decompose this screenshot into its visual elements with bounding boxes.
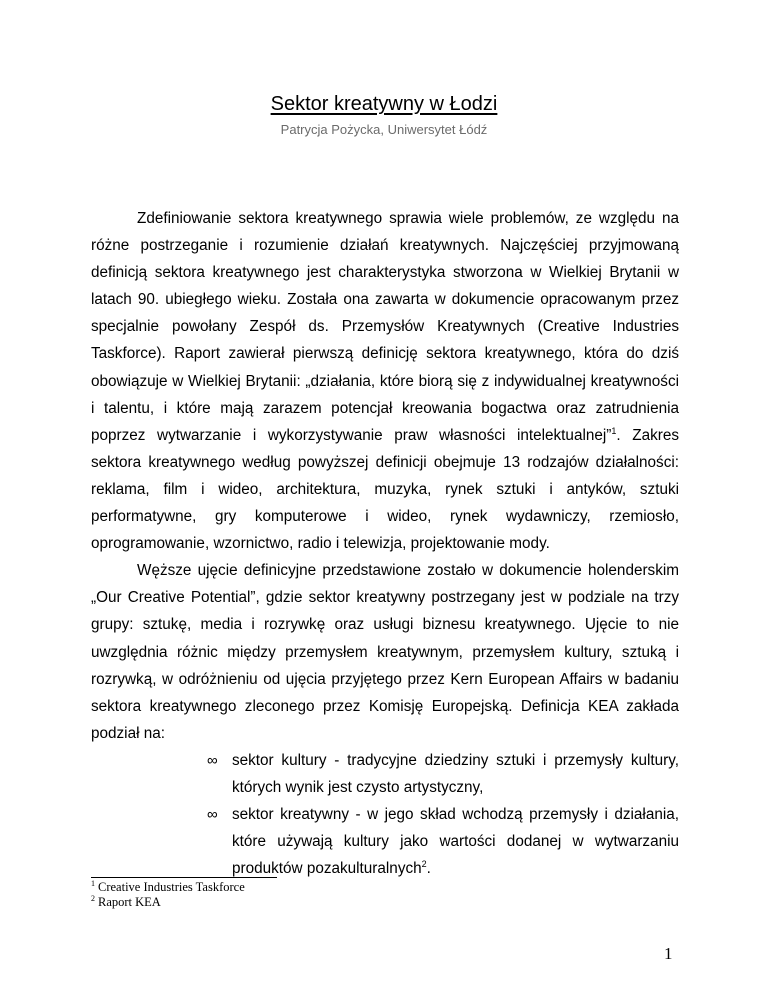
footnote-ref-2[interactable]: 2: [421, 859, 427, 870]
footnote-2: [91, 895, 245, 910]
paragraph-2-text: Węższe ujęcie definicyjne przedstawione zostało w dokumencie holenderskim „Our Creative Potential”, gdzie sektor kreatywny postrzegany jest w podziale na trzy grupy: sztukę, media i rozrywkę oraz usługi biznesu kreatywnego. Ujęcie to nie uwzględnia różnic między przemysłem kreatywnym, przemysłem kultury, sztuką i rozrywką, w odróżnieniu od ujęcia przyjętego przez Kern European Affairs w badaniu sektora kreatywnego zleconego przez Komisję Europejską. Definicja KEA zakłada podział na:: [91, 562, 679, 742]
footnote-1: [91, 880, 245, 895]
footnote-2-text: Raport KEA: [98, 895, 161, 909]
paragraph-2: [91, 557, 679, 747]
list-item: [207, 747, 679, 801]
bullet-2-text: sektor kreatywny - w jego skład wchodzą przemysły i działania, które używają kultury jako wartości dodanej w wytwarzaniu produktów pozakulturalnych: [232, 806, 679, 878]
footnotes: [91, 880, 245, 910]
infinity-bullet-icon: ∞: [207, 751, 218, 769]
paragraph-1-tail: . Zakres sektora kreatywnego według powyższej definicji obejmuje 13 rodzajów działalności: reklama, film i wideo, architektura, muzyka, rynek sztuki i antyków, sztuki performatywne, gry komputerowe i wideo, rynek wydawniczy, rzemiosło, oprogramowanie, wzornictwo, radio i telewizja, projektowanie mody.: [91, 426, 680, 553]
document-title: Sektor kreatywny w Łodzi: [270, 93, 498, 115]
bullet-1-text: sektor kultury - tradycyjne dziedziny sztuki i przemysły kultury, których wynik jest czysto artystyczny,: [232, 751, 679, 796]
author-line: Patrycja Pożycka, Uniwersytet Łódź: [280, 122, 488, 137]
footnote-1-number: 1: [91, 878, 95, 888]
infinity-bullet-icon: ∞: [207, 806, 218, 824]
document-body: [91, 205, 679, 882]
bullet-2-tail: .: [426, 860, 431, 878]
footnote-separator: [91, 877, 277, 878]
list-item: [207, 801, 679, 882]
page-number: 1: [664, 944, 673, 963]
paragraph-1-text: Zdefiniowanie sektora kreatywnego sprawia wiele problemów, ze względu na różne postrzeganie i rozumienie działań kreatywnych. Najczęściej przyjmowaną definicją sektora kreatywnego jest charakterystyka stworzona w Wielkiej Brytanii w latach 90. ubiegłego wieku. Została ona zawarta w dokumencie opracowanym przez specjalnie powołany Zespół ds. Przemysłów Kreatywnych (Creative Industries Taskforce). Raport zawierał pierwszą definicję sektora kreatywnego, która do dziś obowiązuje w Wielkiej Brytanii: „działania, które biorą się z indywidualnej kreatywności i talentu, i które mają zarazem potencjał kreowania bogactwa oraz zatrudnienia poprzez wytwarzanie i wykorzystywanie praw własności intelektualnej”: [91, 210, 679, 444]
footnote-1-text: Creative Industries Taskforce: [98, 880, 245, 894]
footnote-2-number: 2: [91, 893, 95, 903]
footnote-ref-1[interactable]: 1: [611, 425, 617, 436]
paragraph-1: [91, 205, 679, 557]
bullet-list: [91, 747, 679, 882]
